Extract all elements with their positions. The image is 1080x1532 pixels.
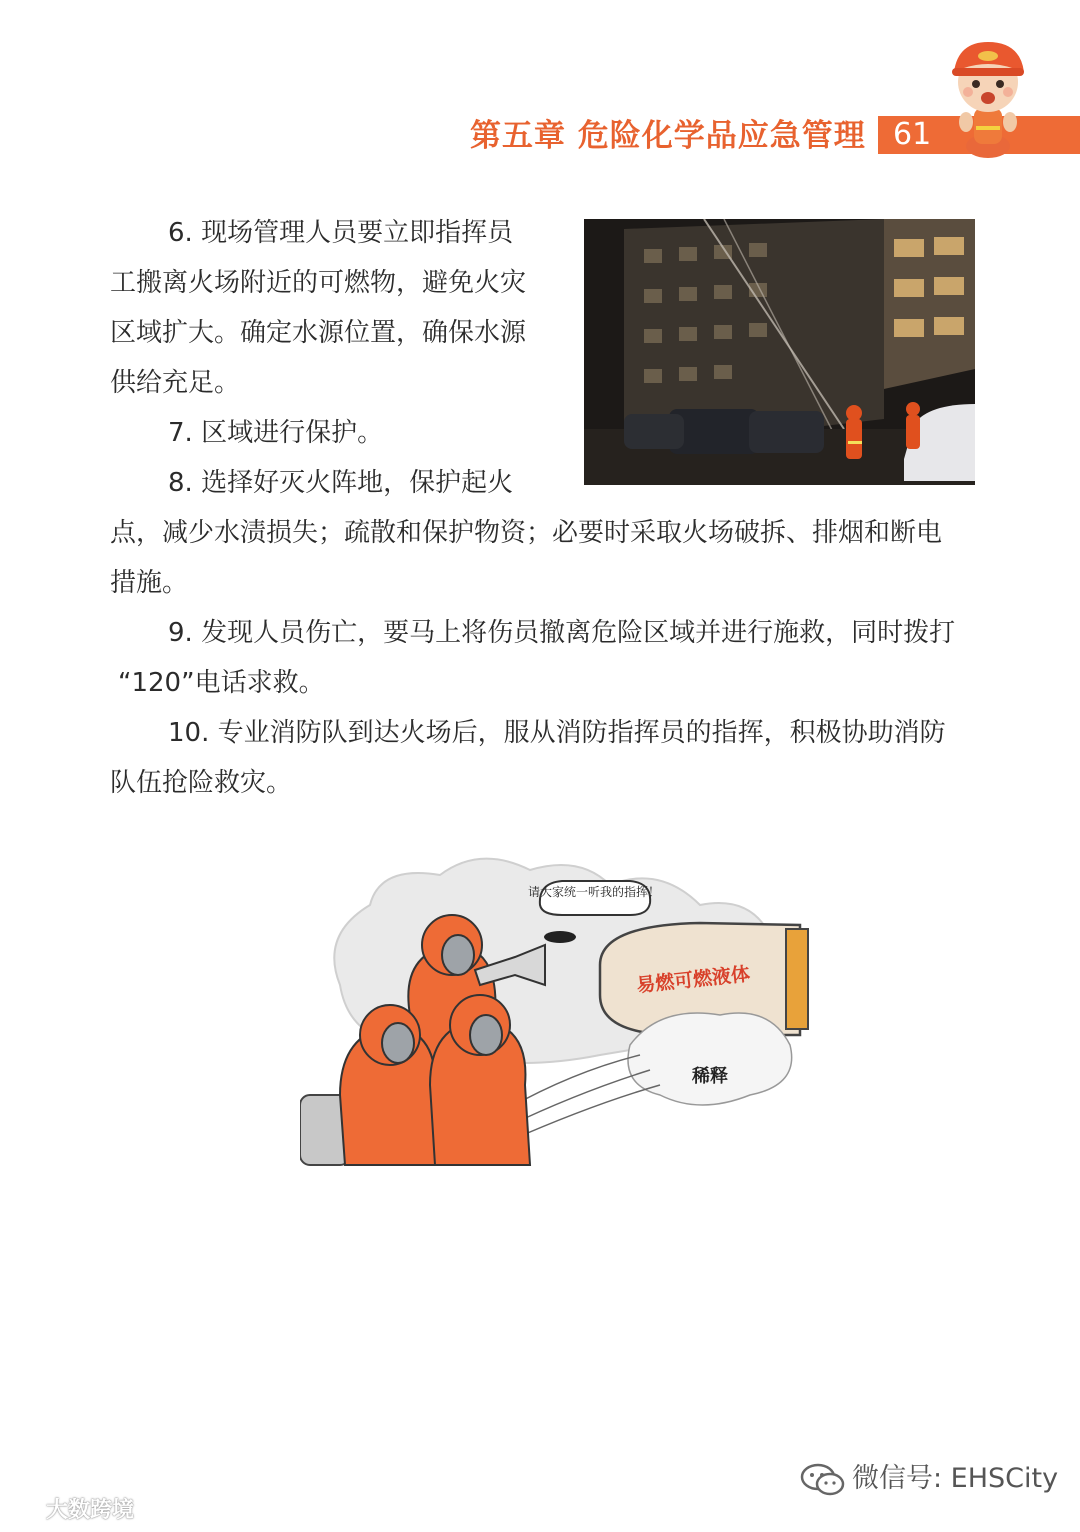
brand-watermark — [6, 1494, 134, 1528]
paragraph-8-line-1: 8. 选择好灭火阵地，保护起火 — [168, 468, 514, 498]
wechat-watermark-text: 微信号: EHSCity — [852, 1463, 1059, 1494]
wechat-watermark — [800, 1457, 1058, 1501]
brand-logo-icon — [6, 1498, 46, 1524]
paragraph-10-line-1: 10. 专业消防队到达火场后，服从消防指挥员的指挥，积极协助消防 — [168, 718, 946, 748]
brand-watermark-text: 大数跨境 — [46, 1498, 135, 1523]
speech-bubble-text: 请大家统一听我的指挥！ — [528, 885, 661, 899]
paragraph-9-line-1: 9. 发现人员伤亡，要马上将伤员撤离危险区域并进行施救，同时拨打 — [168, 618, 956, 648]
spray-label: 稀释 — [692, 1066, 728, 1087]
page-number: 61 — [893, 117, 932, 152]
chapter-title: 第五章 危险化学品应急管理 — [470, 118, 866, 154]
paragraph-6-line-1: 6. 现场管理人员要立即指挥员 — [168, 218, 514, 248]
paragraph-9-line-2: “120”电话求救。 — [118, 668, 325, 698]
paragraph-6-line-2: 工搬离火场附近的可燃物，避免火灾 — [110, 268, 527, 298]
paragraph-10-line-2: 队伍抢险救灾。 — [110, 768, 293, 798]
paragraph-8-line-2: 点，减少水渍损失；疏散和保护物资；必要时采取火场破拆、排烟和断电 — [110, 518, 943, 548]
paragraph-6-line-3: 区域扩大。确定水源位置，确保水源 — [110, 318, 527, 348]
paragraph-7: 7. 区域进行保护。 — [168, 418, 384, 448]
firefighter-mascot-icon — [938, 34, 1038, 160]
wechat-icon — [800, 1463, 846, 1497]
paragraph-6-line-4: 供给充足。 — [110, 368, 241, 398]
paragraph-8-line-3: 措施。 — [110, 568, 189, 598]
fire-scene-photo — [584, 219, 975, 485]
tank-label: 易燃可燃液体 — [635, 963, 752, 997]
